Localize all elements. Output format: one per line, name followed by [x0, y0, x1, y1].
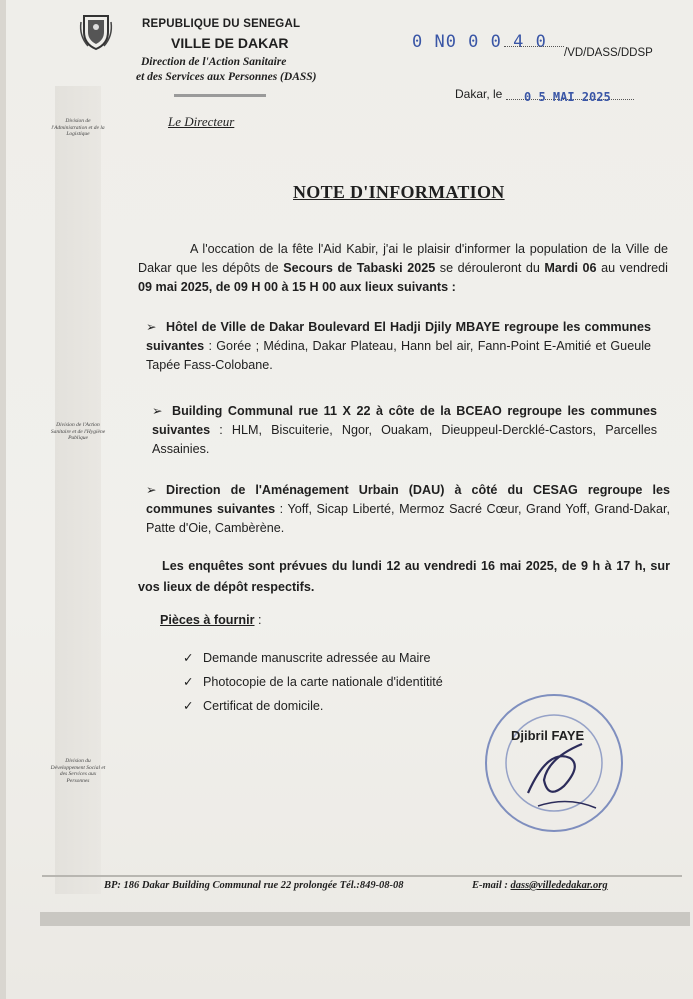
location-communes: : Gorée ; Médina, Dakar Plateau, Hann bel air, Fann-Point E-Amitié et Gueule Tapée Fass-Colobane. — [146, 339, 651, 372]
location-place: Hôtel de Ville de Dakar Boulevard El Hadji Djily MBAYE regroupe les communes suivantes — [146, 320, 651, 353]
footer-divider — [42, 875, 682, 877]
list-item: ✓ Demande manuscrite adressée au Maire — [183, 646, 443, 670]
list-item: ✓ Photocopie de la carte nationale d'identitité — [183, 670, 443, 694]
location-place: Building Communal rue 11 X 22 à côte de la BCEAO regroupe les communes suivantes — [152, 404, 657, 437]
location-item — [152, 402, 657, 459]
official-stamp-icon — [478, 688, 630, 838]
list-item: ✓ Certificat de domicile. — [183, 694, 443, 718]
reference-dotted-line — [504, 46, 564, 47]
header-direction-line2: et des Services aux Personnes (DASS) — [136, 71, 317, 83]
document-title: NOTE D'INFORMATION — [293, 182, 505, 202]
location-item — [146, 481, 670, 538]
header-city: VILLE DE DAKAR — [171, 35, 289, 51]
header-republic: REPUBLIQUE DU SENEGAL — [142, 18, 301, 30]
pieces-list — [183, 646, 443, 718]
signatory-name: Djibril FAYE — [511, 728, 585, 743]
location-item — [146, 318, 651, 375]
location-place: Direction de l'Aménagement Urbain (DAU) à côté du CESAG regroupe les communes suivantes — [146, 483, 670, 516]
enquetes-paragraph: Les enquêtes sont prévues du lundi 12 au vendredi 16 mai 2025, de 9 h à 17 h, sur vos lieux de dépôt respectifs. — [138, 559, 670, 594]
footer-address: BP: 186 Dakar Building Communal rue 22 prolongée Tél.:849-08-08 — [104, 880, 404, 891]
senegal-crest-icon — [78, 12, 114, 52]
date-label: Dakar, le — [455, 87, 503, 101]
arrow-icon: ➢ — [146, 483, 157, 497]
margin-note-action-sanitaire: Division de l'Action Sanitaire et de l'Hygiène Publique — [50, 422, 106, 441]
intro-paragraph: A l'occation de la fête l'Aid Kabir, j'ai le plaisir d'informer la population de la Ville de Dakar que les dépôts de Secours de Tabaski 2025 se dérouleront du Mardi 06 au vendredi 09 mai 2025, de 09 H 00 à 15 H 00 aux lieux suivants : — [138, 242, 668, 294]
arrow-icon: ➢ — [146, 320, 157, 334]
location-communes: : HLM, Biscuiterie, Ngor, Ouakam, Dieuppeul-Dercklé-Castors, Parcelles Assainies. — [152, 423, 657, 456]
pieces-heading: Pièces à fournir : — [160, 613, 262, 627]
date-stamp: 0 5 MAI 2025 — [524, 90, 611, 104]
check-icon: ✓ — [183, 699, 194, 713]
check-icon: ✓ — [183, 675, 194, 689]
margin-note-developpement-social: Division du Développement Social et des Services aux Personnes — [50, 758, 106, 784]
check-icon: ✓ — [183, 651, 194, 665]
email-link[interactable]: dass@villededakar.org — [510, 880, 608, 891]
header-direction-line1: Direction de l'Action Sanitaire — [141, 56, 287, 68]
location-communes: : Yoff, Sicap Liberté, Mermoz Sacré Cœur, Grand Yoff, Grand-Dakar, Patte d'Oie, Cambèrène. — [146, 502, 670, 535]
director-label: Le Directeur — [168, 114, 235, 129]
bottom-shadow-bar — [40, 912, 690, 926]
reference-suffix: /VD/DASS/DDSP — [564, 47, 653, 59]
arrow-icon: ➢ — [152, 404, 163, 418]
header-divider — [174, 94, 266, 97]
reference-number-stamp: 0 N0 0 0 4 0 — [412, 32, 547, 52]
footer-email: E-mail : dass@villededakar.org — [472, 880, 608, 891]
margin-note-administration: Division de l'Administration et de la Logistique — [51, 118, 105, 137]
